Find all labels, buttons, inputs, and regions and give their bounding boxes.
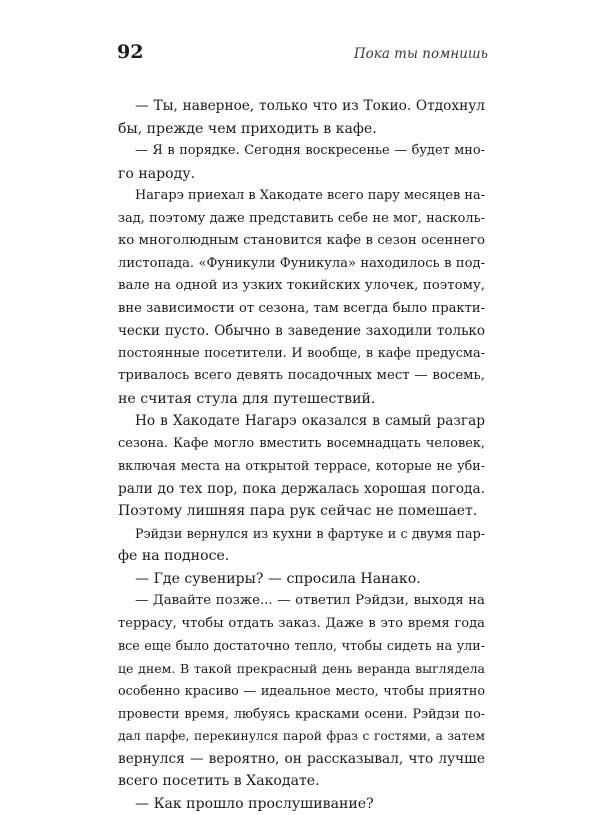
text-line: вале на одной из узких токийских улочек, поэтому, (118, 275, 485, 298)
text-line: провести время, любуясь красками осени. Рэйдзи по- (118, 703, 485, 726)
text-line: Поэтому лишняя пара рук сейчас не помешает. (118, 500, 485, 523)
text-line: — Я в порядке. Сегодня воскресенье — будет мно- (118, 140, 485, 163)
text-line: зад, поэтому даже представить себе не мог, насколь- (118, 208, 485, 231)
text-line: — Ты, наверное, только что из Токио. Отдохнул (118, 95, 485, 118)
text-line: Нагарэ приехал в Хакодате всего пару месяцев на- (118, 185, 485, 208)
text-line: дал парфе, перекинулся парой фраз с гостями, а затем (118, 725, 485, 748)
text-line: Рэйдзи вернулся из кухни в фартуке и с двумя пар- (118, 523, 485, 546)
body-text (118, 95, 485, 815)
text-line: чески пусто. Обычно в заведение заходили только (118, 320, 485, 343)
text-line: — Как прошло прослушивание? (118, 793, 485, 815)
text-line: все еще было достаточно тепло, чтобы сидеть на ули- (118, 635, 485, 658)
text-line: бы, прежде чем приходить в кафе. (118, 118, 485, 141)
text-line: листопада. «Фуникули Фуникула» находилось в под- (118, 253, 485, 276)
text-line: ко многолюдным становится кафе в сезон осеннего (118, 230, 485, 253)
text-line: Но в Хакодате Нагарэ оказался в самый разгар (118, 410, 485, 433)
text-line: рали до тех пор, пока держалась хорошая погода. (118, 478, 485, 501)
page-number: 92 (117, 40, 143, 64)
text-line: вернулся — вероятно, он рассказывал, что лучше (118, 748, 485, 771)
running-title: Пока ты помнишь (354, 44, 488, 64)
text-line: го народу. (118, 163, 485, 186)
text-line: вне зависимости от сезона, там всегда было практи- (118, 298, 485, 321)
text-line: це днем. В такой прекрасный день веранда выглядела (118, 658, 485, 681)
text-line: — Где сувениры? — спросила Нанако. (118, 568, 485, 591)
text-line: сезона. Кафе могло вместить восемнадцать человек, (118, 433, 485, 456)
text-line: не считая стула для путешествий. (118, 388, 485, 411)
text-line: постоянные посетители. И вообще, в кафе предусма- (118, 343, 485, 366)
text-line: фе на подносе. (118, 545, 485, 568)
text-line: — Давайте позже... — ответил Рэйдзи, выходя на (118, 590, 485, 613)
text-line: тривалось всего девять посадочных мест — восемь, (118, 365, 485, 388)
text-line: террасу, чтобы отдать заказ. Даже в это время года (118, 613, 485, 636)
text-line: особенно красиво — идеальное место, чтобы приятно (118, 680, 485, 703)
text-line: всего посетить в Хакодате. (118, 770, 485, 793)
text-line: включая места на открытой террасе, которые не уби- (118, 455, 485, 478)
